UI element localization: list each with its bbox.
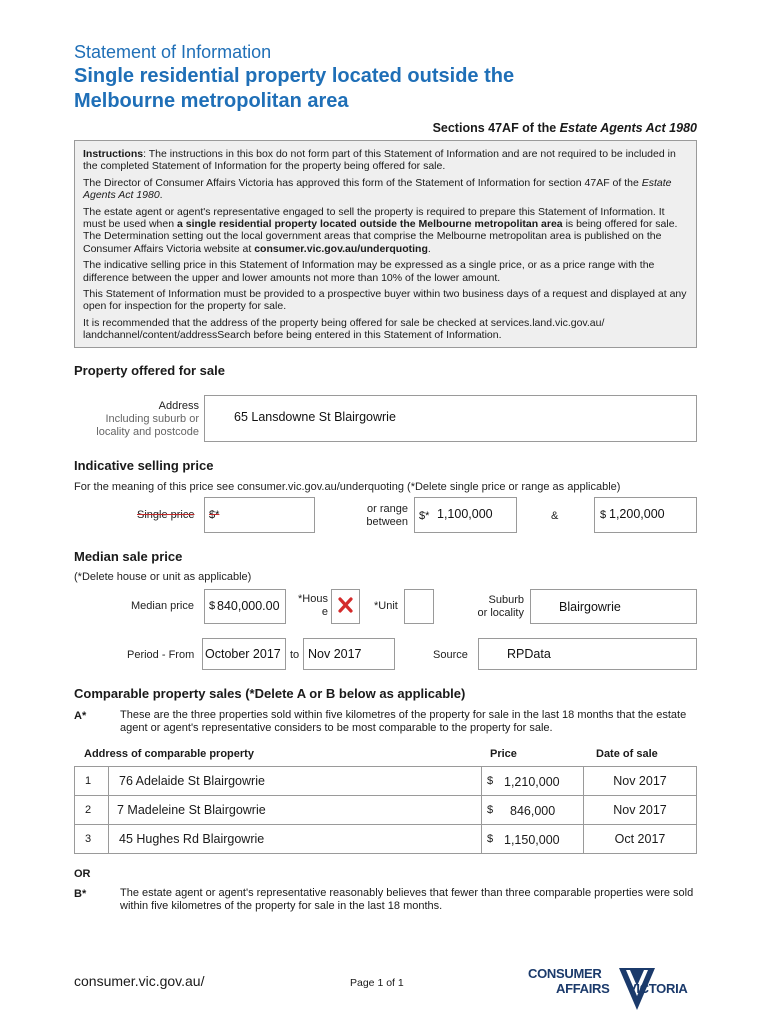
instructions-p3-end: .: [427, 242, 431, 255]
row-currency: $: [487, 804, 494, 816]
median-note: (*Delete house or unit as applicable): [74, 571, 252, 583]
instructions-p1: [83, 148, 688, 173]
median-price-label: Median price: [131, 600, 194, 612]
source-value: RPData: [507, 647, 551, 661]
house-label-1: *Hous: [298, 593, 328, 605]
period-to-value: Nov 2017: [308, 647, 362, 661]
logo-line-2b: VICTORIA: [628, 981, 688, 996]
row-price-value: 1,150,000: [504, 833, 560, 847]
period-from-field[interactable]: [202, 638, 286, 670]
row-price-value: 1,210,000: [504, 775, 560, 789]
suburb-value: Blairgowrie: [559, 600, 621, 614]
period-from-value: October 2017: [205, 647, 281, 661]
period-label: Period - From: [127, 649, 195, 661]
delete-cross-icon: [331, 589, 360, 624]
instructions-p2-text: The Director of Consumer Affairs Victoria has approved this form of the Statement of Information for section 47AF of the: [83, 176, 642, 189]
single-price-label: Single price: [137, 509, 195, 521]
address-hint-2: locality and postcode: [96, 426, 199, 438]
single-price-field[interactable]: [204, 497, 315, 533]
suburb-field[interactable]: [530, 589, 697, 624]
suburb-label-2: or locality: [477, 607, 524, 619]
address-field[interactable]: [204, 395, 697, 442]
indicative-meaning: For the meaning of this price see consumer.vic.gov.au/underquoting (*Delete single price or range as applicable): [74, 481, 621, 493]
or-separator: OR: [74, 868, 91, 880]
row-date[interactable]: Nov 2017: [584, 767, 697, 796]
range-low-field[interactable]: [414, 497, 517, 533]
address-hint-1: Including suburb or: [105, 413, 199, 425]
unit-label: *Unit: [374, 600, 398, 612]
median-price-currency: $: [209, 600, 216, 612]
table-row: [75, 825, 697, 854]
instructions-p3-bold: a single residential property located outside the Melbourne metropolitan area: [176, 218, 563, 231]
pre-title: Statement of Information: [74, 42, 272, 62]
page-title-line-2: Melbourne metropolitan area: [74, 90, 349, 112]
col-address-header: Address of comparable property: [84, 748, 254, 760]
suburb-label: [460, 594, 524, 620]
period-to-label: to: [290, 649, 300, 661]
period-to-field[interactable]: [303, 638, 395, 670]
instructions-p2-end: .: [159, 189, 163, 202]
median-price-field[interactable]: [204, 589, 286, 624]
instructions-p5: This Statement of Information must be provided to a prospective buyer within two business days of a request and displayed at any open for inspection for the property for sale.: [83, 288, 687, 313]
row-currency: $: [487, 833, 494, 845]
row-date[interactable]: Nov 2017: [584, 796, 697, 825]
row-price[interactable]: [482, 796, 584, 825]
underquoting-link[interactable]: consumer.vic.gov.au/underquoting: [254, 242, 428, 255]
row-date[interactable]: Oct 2017: [584, 825, 697, 854]
footer-website[interactable]: consumer.vic.gov.au/: [74, 973, 205, 989]
sections-reference: [433, 121, 697, 135]
suburb-label-1: Suburb: [488, 594, 524, 606]
table-row: [75, 796, 697, 825]
instructions-p6: It is recommended that the address of the property being offered for sale be checked at services.land.vic.gov.au/ landchannel/content/addressSearch before being entered in this Statement of Information.: [83, 316, 605, 342]
option-b-label: B*: [74, 888, 87, 900]
address-value: 65 Lansdowne St Blairgowrie: [234, 410, 396, 424]
row-address[interactable]: 7 Madeleine St Blairgowrie: [109, 796, 482, 825]
table-row: [75, 767, 697, 796]
row-price[interactable]: [482, 767, 584, 796]
col-date-header: Date of sale: [596, 748, 658, 760]
range-high-field[interactable]: [594, 497, 697, 533]
row-price[interactable]: [482, 825, 584, 854]
option-a-text: These are the three properties sold within five kilometres of the property for sale in the last 18 months that the estate agent or agent's representative considers to be most comparable to the property for sale.: [120, 709, 687, 734]
unit-checkbox[interactable]: [404, 589, 434, 624]
row-address[interactable]: 45 Hughes Rd Blairgowrie: [109, 825, 482, 854]
instructions-box: [74, 140, 697, 348]
address-label: [80, 400, 199, 439]
range-label-2: between: [366, 516, 408, 528]
row-number: 1: [75, 767, 109, 796]
property-heading: Property offered for sale: [74, 363, 225, 378]
instructions-p4: The indicative selling price in this Statement of Information may be expressed as a single price, or as a price range with the difference between the upper and lower amounts not more than 10% of the lower amount.: [83, 259, 655, 284]
page-number: Page 1 of 1: [350, 977, 404, 989]
range-high-currency: $: [600, 509, 607, 521]
option-b-text: The estate agent or agent's representative reasonably believes that fewer than three comparable properties were sold within five kilometres of the property for sale in the last 18 months.: [120, 887, 694, 912]
instructions-p3-text-a: The estate agent or agent's representative engaged to sell the property is required to prepare this Statement of Information. It must be used when: [83, 205, 665, 231]
house-checkbox[interactable]: [331, 589, 360, 624]
source-field[interactable]: [478, 638, 697, 670]
row-currency: $: [487, 775, 494, 787]
instructions-p1-text: : The instructions in this box do not form part of this Statement of Information and are not required to be included in the completed Statement of Information for the property being offered for sale.: [83, 148, 676, 173]
row-number: 2: [75, 796, 109, 825]
single-price-currency: $*: [209, 509, 220, 521]
instructions-p2-act: Estate Agents Act 1980: [83, 176, 672, 202]
range-high-value: 1,200,000: [609, 507, 665, 521]
house-label: [292, 593, 328, 619]
comparable-heading: Comparable property sales (*Delete A or B below as applicable): [74, 686, 466, 701]
range-low-value: 1,100,000: [437, 507, 493, 521]
median-heading: Median sale price: [74, 549, 183, 564]
instructions-p3-text-b: is being offered for sale. The Determination setting out the local government areas that comprise the Melbourne metropolitan area is published on the Consumer Affairs Victoria website at: [83, 218, 678, 255]
source-label: Source: [433, 649, 468, 661]
col-price-header: Price: [490, 748, 517, 760]
instructions-heading: Instructions: [83, 148, 144, 160]
consumer-affairs-victoria-logo: [528, 966, 704, 1012]
house-label-2: e: [321, 606, 328, 618]
range-label-1: or range: [367, 503, 408, 515]
instructions-p2: [83, 177, 688, 202]
address-label-main: Address: [158, 400, 199, 412]
row-address[interactable]: 76 Adelaide St Blairgowrie: [109, 767, 482, 796]
logo-line-1: CONSUMER: [528, 966, 602, 981]
row-price-value: 846,000: [510, 804, 556, 818]
page-title-line-1: Single residential property located outside the: [74, 65, 515, 87]
range-low-currency: $*: [419, 510, 430, 522]
comparable-table: [74, 766, 697, 854]
sections-prefix: Sections 47AF of the: [432, 121, 560, 135]
page-title: [74, 64, 514, 114]
range-label: [350, 503, 408, 529]
median-price-value: 840,000.00: [217, 599, 280, 613]
logo-line-2a: AFFAIRS: [556, 981, 610, 996]
indicative-heading: Indicative selling price: [74, 458, 214, 473]
instructions-p3: [83, 206, 688, 256]
option-a-label: A*: [74, 710, 87, 722]
sections-act: Estate Agents Act 1980: [559, 121, 697, 135]
range-and: &: [551, 510, 559, 522]
row-number: 3: [75, 825, 109, 854]
